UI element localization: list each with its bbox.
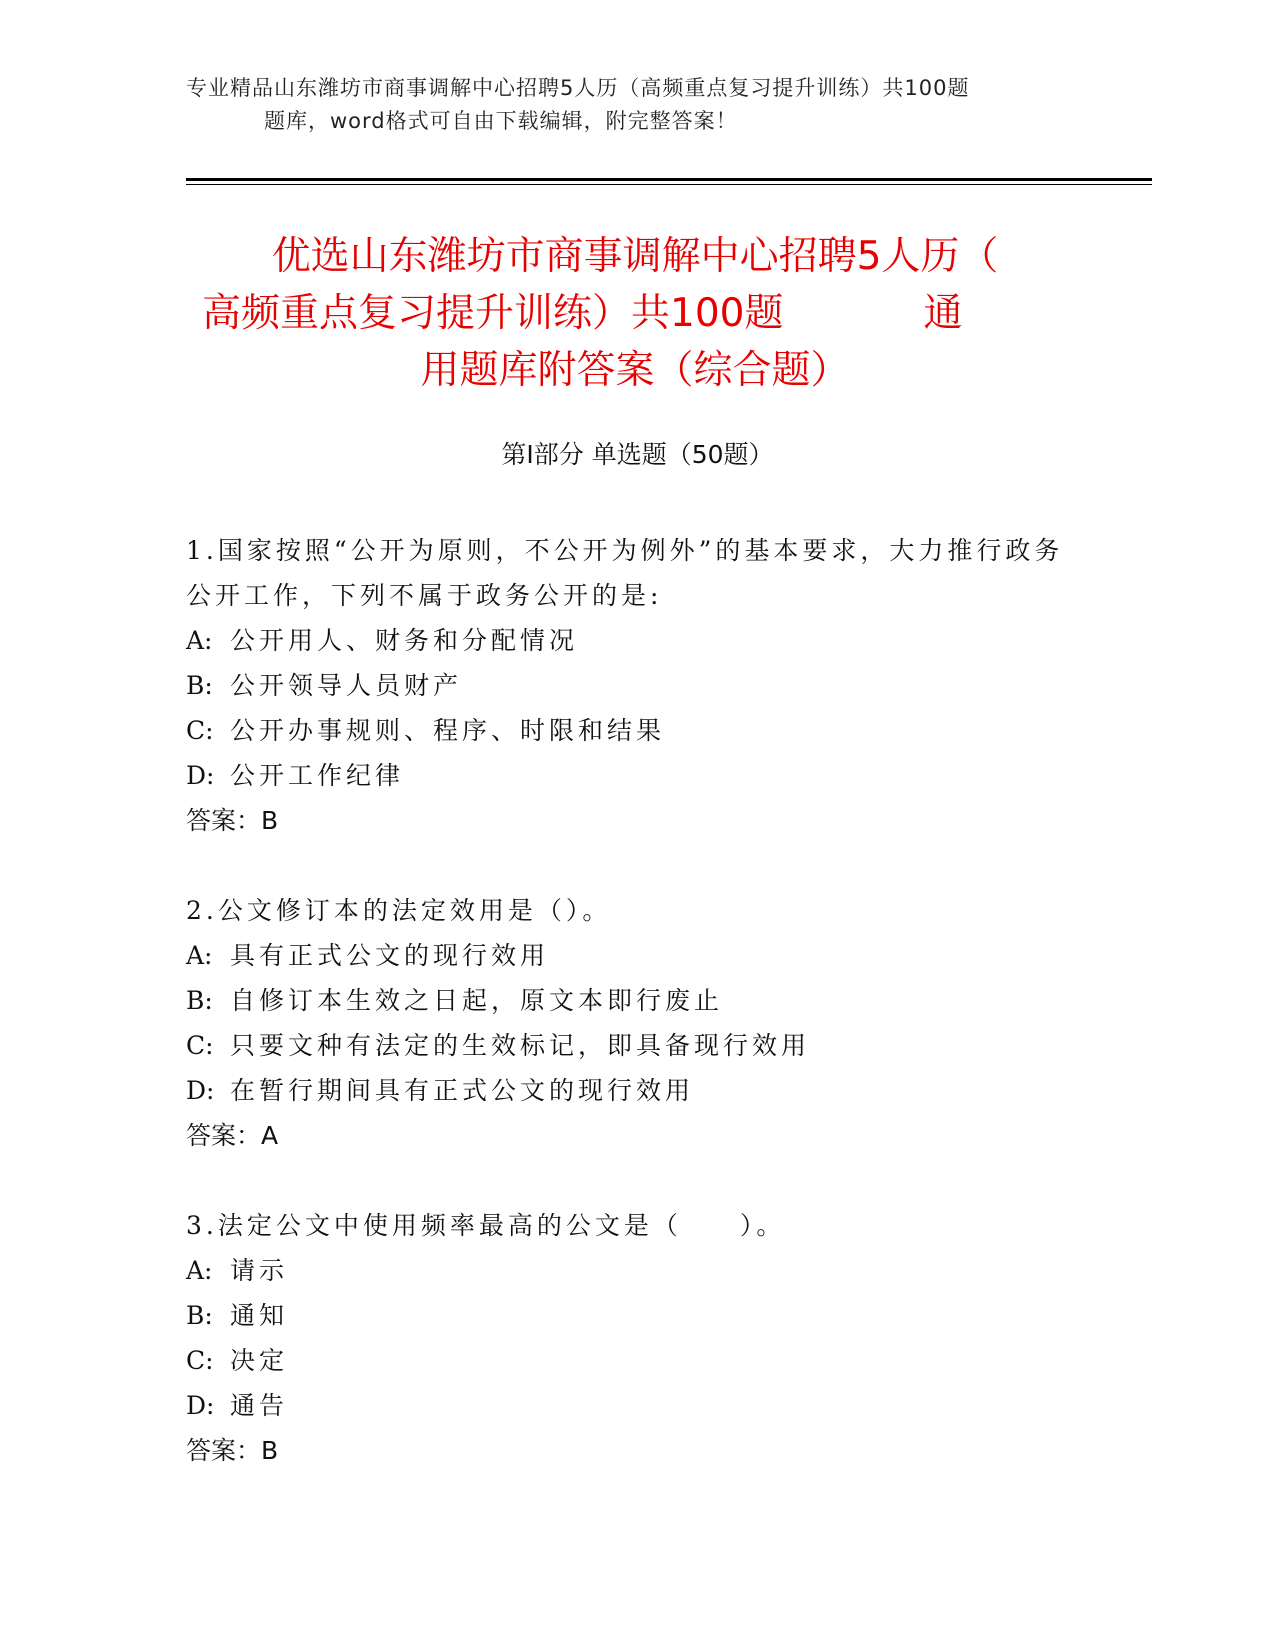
document-header (186, 72, 1086, 138)
option-letter: B: (186, 986, 213, 1015)
option-c (186, 708, 1086, 753)
option-d (186, 753, 1086, 798)
option-letter: C: (186, 1031, 214, 1060)
option-a (186, 618, 1086, 663)
question-stem: 2.公文修订本的法定效用是（）。 (186, 896, 612, 925)
option-letter: C: (186, 716, 214, 745)
header-line-2: 题库，word格式可自由下载编辑，附完整答案！ (264, 109, 738, 133)
option-letter: C: (186, 1346, 214, 1375)
option-text: 公开用人、财务和分配情况 (230, 626, 579, 655)
option-text: 决定 (230, 1346, 289, 1375)
option-text: 通告 (230, 1391, 289, 1420)
title-line-2-end: 通 (923, 291, 963, 336)
option-d (186, 1068, 1086, 1113)
question-stem: 3.法定公文中使用频率最高的公文是（ ）。 (186, 1211, 786, 1240)
answer: 答案：B (186, 1436, 279, 1465)
option-letter: A: (186, 1256, 213, 1285)
question-3 (186, 1203, 1086, 1473)
option-text: 通知 (230, 1301, 289, 1330)
header-divider-thick (186, 178, 1152, 181)
option-b (186, 978, 1086, 1023)
option-text: 公开办事规则、程序、时限和结果 (230, 716, 666, 745)
title-line-2-main: 高频重点复习提升训练）共100题 (202, 291, 784, 336)
title-line-2 (190, 285, 1080, 342)
question-list (186, 528, 1086, 1518)
option-text: 请示 (230, 1256, 289, 1285)
option-letter: B: (186, 1301, 213, 1330)
option-text: 在暂行期间具有正式公文的现行效用 (230, 1076, 695, 1105)
title-line-3: 用题库附答案（综合题） (420, 348, 850, 393)
option-letter: D: (186, 1076, 215, 1105)
option-c (186, 1338, 1086, 1383)
header-divider-thin (186, 184, 1152, 185)
question-2 (186, 888, 1086, 1158)
option-d (186, 1383, 1086, 1428)
option-text: 公开领导人员财产 (230, 671, 463, 700)
option-letter: D: (186, 761, 215, 790)
option-b (186, 1293, 1086, 1338)
title-line-1: 优选山东潍坊市商事调解中心招聘5人历（ (271, 234, 999, 279)
option-letter: A: (186, 941, 213, 970)
option-text: 公开工作纪律 (230, 761, 405, 790)
option-text: 只要文种有法定的生效标记，即具备现行效用 (230, 1031, 811, 1060)
header-line-1: 专业精品山东潍坊市商事调解中心招聘5人历（高频重点复习提升训练）共100题 (186, 76, 970, 100)
option-text: 具有正式公文的现行效用 (230, 941, 550, 970)
document-title (190, 228, 1080, 399)
option-text: 自修订本生效之日起，原文本即行废止 (230, 986, 724, 1015)
answer: 答案：B (186, 806, 279, 835)
question-stem: 1.国家按照“公开为原则，不公开为例外”的基本要求，大力推行政务公开工作，下列不属于政务公开的是: (186, 536, 1064, 610)
answer: 答案：A (186, 1121, 279, 1150)
option-letter: A: (186, 626, 213, 655)
option-a (186, 1248, 1086, 1293)
option-a (186, 933, 1086, 978)
option-b (186, 663, 1086, 708)
question-1 (186, 528, 1086, 843)
option-letter: D: (186, 1391, 215, 1420)
section-title: 第Ⅰ部分 单选题（50题） (501, 440, 774, 469)
option-c (186, 1023, 1086, 1068)
option-letter: B: (186, 671, 213, 700)
